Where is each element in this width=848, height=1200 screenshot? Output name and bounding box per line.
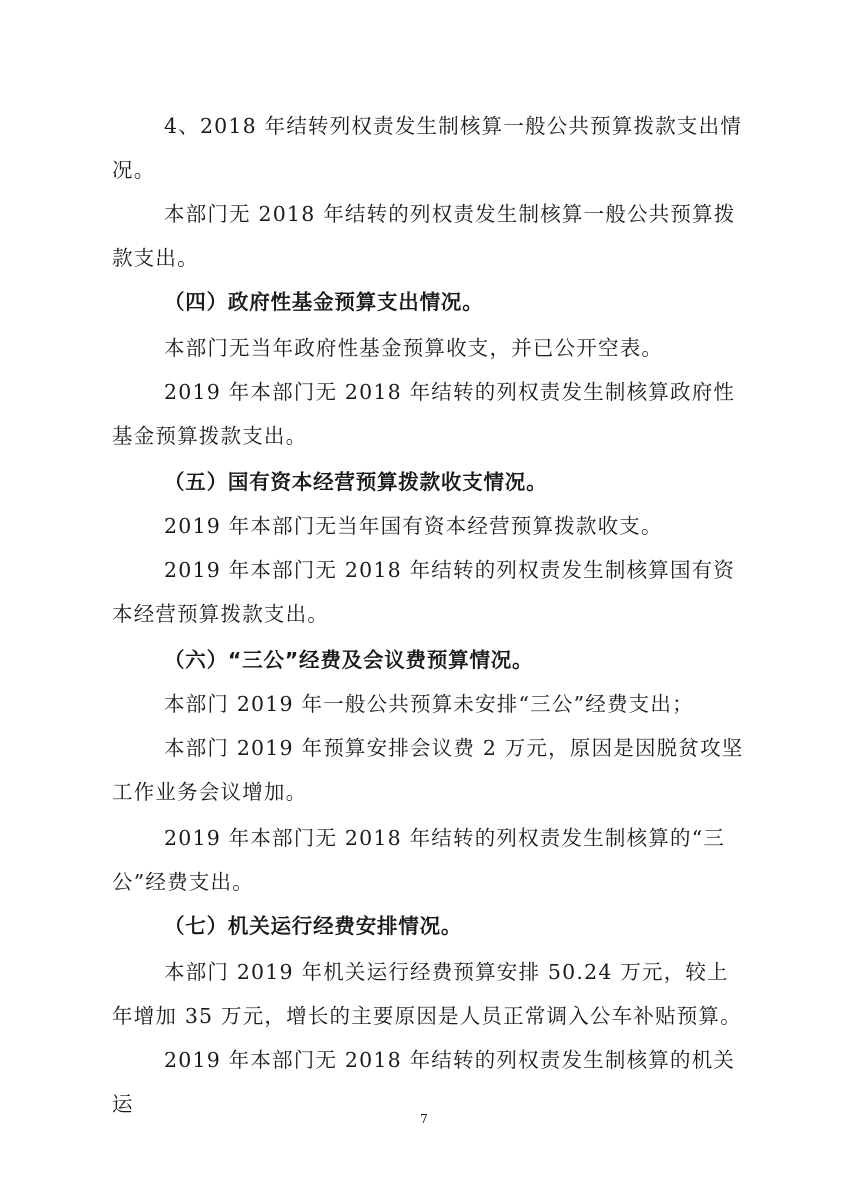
paragraph-meeting-fee: 本部门 2019 年预算安排会议费 2 万元，原因是因脱贫攻坚工作业务会议增加。 <box>112 736 744 804</box>
section-heading-operating-funds: （七）机关运行经费安排情况。 <box>164 914 463 938</box>
paragraph-state-capital-none: 2019 年本部门无当年国有资本经营预算拨款收支。 <box>164 514 663 538</box>
section-heading-state-capital: （五）国有资本经营预算拨款收支情况。 <box>164 470 548 494</box>
paragraph-operating-funds-carryover: 2019 年本部门无 2018 年结转的列权责发生制核算的机关运 <box>112 1048 736 1116</box>
paragraph-item-4-carryover: 4、2018 年结转列权责发生制核算一般公共预算拨款支出情况。 <box>112 114 743 182</box>
page-number: 7 <box>420 1112 428 1126</box>
paragraph-operating-funds-amount: 本部门 2019 年机关运行经费预算安排 50.24 万元，较上年增加 35 万元，增长的主要原因是人员正常调入公车补贴预算。 <box>112 960 742 1028</box>
section-heading-three-public: （六）“三公”经费及会议费预算情况。 <box>164 648 534 672</box>
paragraph-government-fund-carryover: 2019 年本部门无 2018 年结转的列权责发生制核算政府性基金预算拨款支出。 <box>112 380 736 448</box>
paragraph-state-capital-carryover: 2019 年本部门无 2018 年结转的列权责发生制核算国有资本经营预算拨款支出。 <box>112 558 736 626</box>
paragraph-three-public-none: 本部门 2019 年一般公共预算未安排“三公”经费支出； <box>164 692 694 716</box>
paragraph-three-public-carryover: 2019 年本部门无 2018 年结转的列权责发生制核算的“三公”经费支出。 <box>112 826 726 894</box>
paragraph-government-fund-none: 本部门无当年政府性基金预算收支，并已公开空表。 <box>164 336 664 360</box>
paragraph-no-carryover-general-budget: 本部门无 2018 年结转的列权责发生制核算一般公共预算拨款支出。 <box>112 202 736 270</box>
section-heading-government-fund: （四）政府性基金预算支出情况。 <box>164 290 484 314</box>
